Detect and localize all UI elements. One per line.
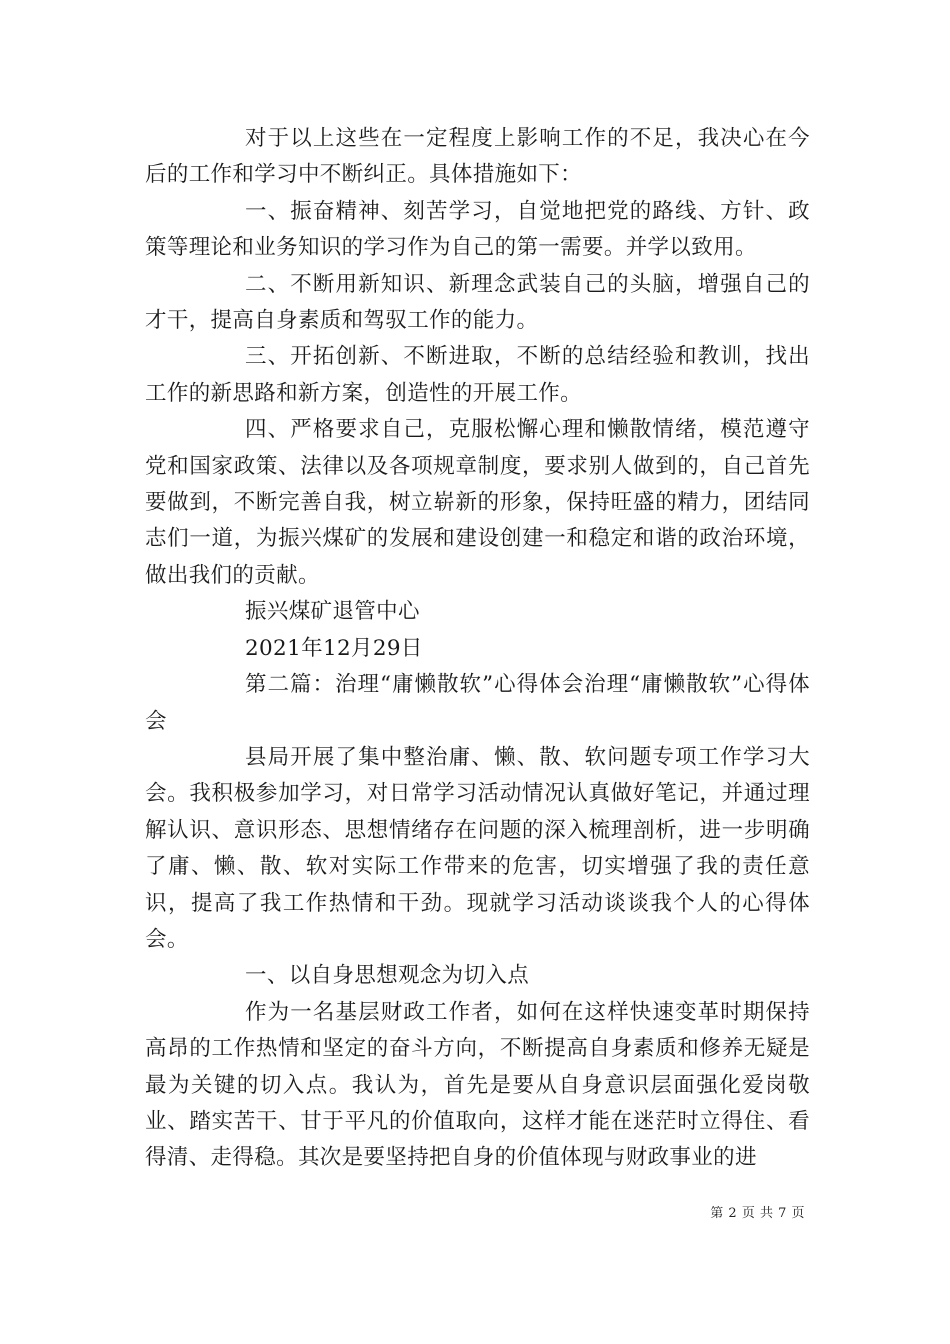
document-body: [145, 121, 810, 1177]
paragraph-measure-4: 四、严格要求自己，克服松懈心理和懒散情绪，模范遵守党和国家政策、法律以及各项规章制度，要求别人做到的，自己首先要做到，不断完善自我，树立崭新的形象，保持旺盛的精力，团结同志们一道，为振兴煤矿的发展和建设创建一和稳定和谐的政治环境，做出我们的贡献。: [145, 417, 810, 588]
paragraph-part-two-intro: 县局开展了集中整治庸、懒、散、软问题专项工作学习大会。我积极参加学习，对日常学习活动情况认真做好笔记，并通过理解认识、意识形态、思想情绪存在问题的深入梳理剖析，进一步明确了庸、懒、散、软对实际工作带来的危害，切实增强了我的责任意识，提高了我工作热情和干劲。现就学习活动谈谈我个人的心得体会。: [145, 744, 810, 952]
signature-organization: 振兴煤矿退管中心: [245, 599, 420, 625]
page-number-footer: 第 2 页 共 7 页: [710, 1206, 805, 1221]
paragraph-measure-3: 三、开拓创新、不断进取，不断的总结经验和教训，找出工作的新思路和新方案，创造性的开展工作。: [145, 344, 810, 406]
signature-date: 2021年12月29日: [245, 635, 423, 661]
paragraph-point-1: 作为一名基层财政工作者，如何在这样快速变革时期保持高昂的工作热情和坚定的奋斗方向，不断提高自身素质和修养无疑是最为关键的切入点。我认为，首先是要从自身意识层面强化爱岗敬业、踏实苦干、甘于平凡的价值取向，这样才能在迷茫时立得住、看得清、走得稳。其次是要坚持把自身的价值体现与财政事业的进: [145, 999, 810, 1171]
paragraph-measure-2: 二、不断用新知识、新理念武装自己的头脑，增强自己的才干，提高自身素质和驾驭工作的能力。: [145, 271, 810, 334]
section-heading-part-two: 第二篇：治理“庸懒散软”心得体会治理“庸懒散软”心得体会: [145, 672, 810, 734]
paragraph-intro: 对于以上这些在一定程度上影响工作的不足，我决心在今后的工作和学习中不断纠正。具体措施如下：: [145, 126, 810, 188]
paragraph-measure-1: 一、振奋精神、刻苦学习，自觉地把党的路线、方针、政策等理论和业务知识的学习作为自己的第一需要。并学以致用。: [145, 198, 810, 261]
subheading-point-1: 一、以自身思想观念为切入点: [245, 963, 530, 989]
